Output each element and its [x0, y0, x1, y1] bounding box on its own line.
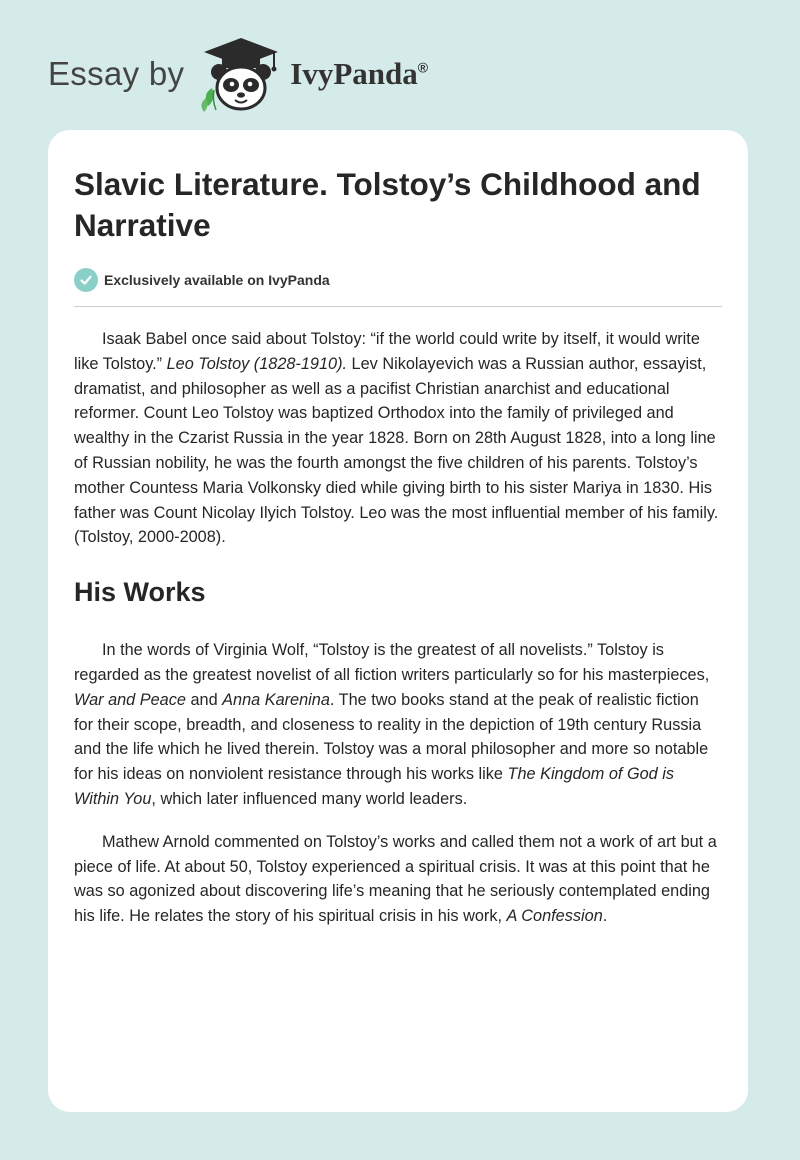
essay-card [48, 130, 748, 1112]
page-title: Slavic Literature. Tolstoy’s Childhood and Narrative [74, 166, 701, 243]
checkmark-icon [74, 268, 98, 292]
badge-label: Exclusively available on IvyPanda [104, 272, 330, 288]
divider [74, 306, 722, 307]
exclusive-badge [74, 268, 722, 292]
ivypanda-logo[interactable] [198, 34, 428, 114]
works-paragraph-2: Mathew Arnold commented on Tolstoy’s works and called them not a work of art but a piece of life. At about 50, Tolstoy experienced a spiritual crisis. It was at this point that he was so agonized about discovering life’s meaning that he seriously contemplated ending his life. He relates the story of his spiritual crisis in his work, A Confession. [74, 832, 717, 926]
registered-mark: ® [417, 59, 429, 76]
panda-logo-icon [198, 34, 284, 114]
intro-paragraph: Isaak Babel once said about Tolstoy: “if the world could write by itself, it would write like Tolstoy.” Leo Tolstoy (1828-1910). Lev Nikolayevich was a Russian author, essayist, dramatist, and philosopher as well as a pacifist Christian anarchist and educational reformer. Count Leo Tolstoy was baptized Orthodox into the family of privileged and wealthy in the Czarist Russia in the year 1828. Born on 28th August 1828, into a long line of Russian nobility, he was the fourth amongst the five children of his parents. Tolstoy’s mother Countess Maria Volkonsky died while giving birth to his sister Mariya in 1830. His father was Count Nicolay Ilyich Tolstoy. Leo was the most influential member of his family. (Tolstoy, 2000-2008). [74, 330, 719, 547]
essay-by-label: Essay by [48, 55, 185, 92]
section-heading: His Works [74, 577, 206, 608]
brand-name: IvyPanda® [290, 56, 429, 91]
site-header [48, 34, 428, 114]
works-paragraph-1: In the words of Virginia Wolf, “Tolstoy is the greatest of all novelists.” Tolstoy is regarded as the greatest novelist of all fiction writers particularly so for his masterpieces, War and Peace and Anna Karenina. The two books stand at the peak of realistic fiction for their scope, breadth, and closeness to reality in the depiction of 19th century Russia and the life which he lived therein. Tolstoy was a moral philosopher and more so notable for his ideas on nonviolent resistance through his works like The Kingdom of God is Within You, which later influenced many world leaders. [74, 641, 710, 808]
